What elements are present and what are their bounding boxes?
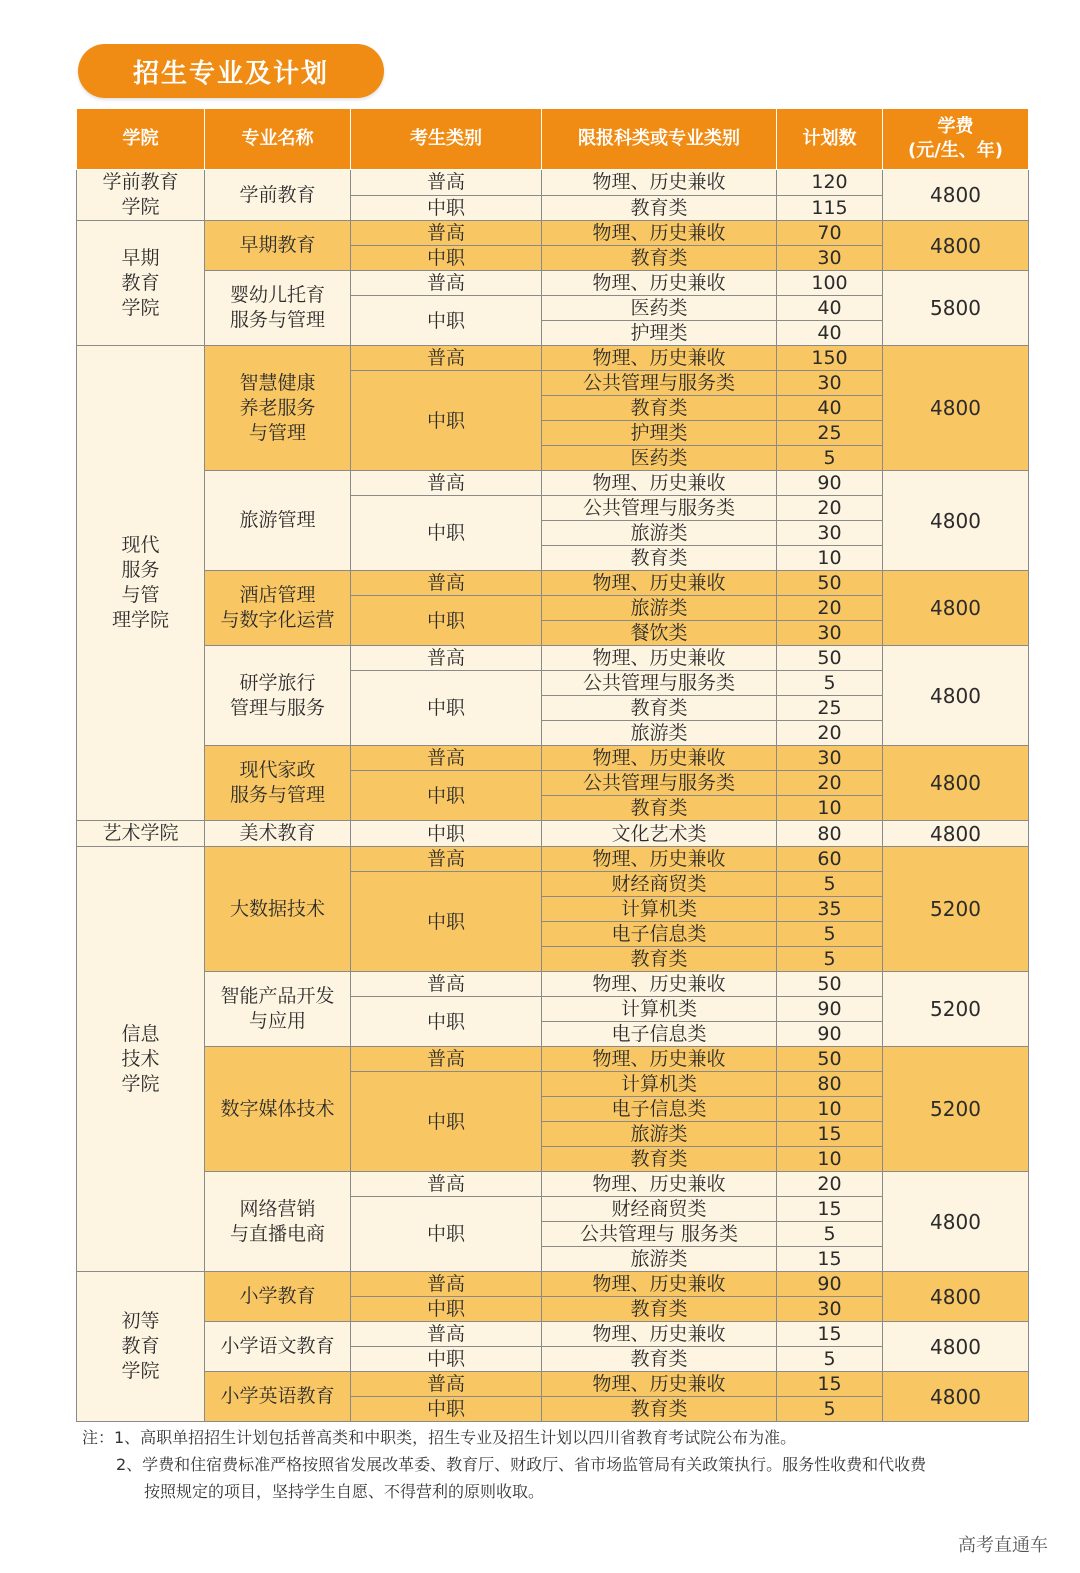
subject-category-cell: 教育类 <box>542 546 777 571</box>
subject-category-cell: 旅游类 <box>542 1247 777 1272</box>
student-type-cell: 普高 <box>351 271 542 296</box>
plan-count-cell: 5 <box>777 1397 883 1422</box>
subject-category-cell: 物理、历史兼收 <box>542 847 777 872</box>
section-title: 招生专业及计划 <box>78 44 384 98</box>
subject-category-cell: 教育类 <box>542 1147 777 1172</box>
major-cell: 小学英语教育 <box>205 1372 351 1422</box>
student-type-cell: 普高 <box>351 1372 542 1397</box>
subject-category-cell: 医药类 <box>542 296 777 321</box>
student-type-cell: 普高 <box>351 646 542 671</box>
subject-category-cell: 教育类 <box>542 396 777 421</box>
college-cell: 现代 服务 与管 理学院 <box>77 346 205 821</box>
subject-category-cell: 医药类 <box>542 446 777 471</box>
student-type-cell: 普高 <box>351 1172 542 1197</box>
header-tuition <box>883 109 1029 170</box>
tuition-cell: 5200 <box>883 972 1029 1047</box>
plan-count-cell: 40 <box>777 296 883 321</box>
subject-category-cell: 物理、历史兼收 <box>542 1322 777 1347</box>
subject-category-cell: 物理、历史兼收 <box>542 646 777 671</box>
header-student-type: 考生类别 <box>351 109 542 170</box>
table-row <box>77 271 1029 296</box>
plan-count-cell: 5 <box>777 446 883 471</box>
table-row <box>77 972 1029 997</box>
major-cell: 智能产品开发 与应用 <box>205 972 351 1047</box>
major-cell: 早期教育 <box>205 221 351 271</box>
table-row <box>77 1322 1029 1347</box>
plan-count-cell: 20 <box>777 721 883 746</box>
plan-count-cell: 30 <box>777 621 883 646</box>
plan-count-cell: 120 <box>777 170 883 196</box>
student-type-cell: 普高 <box>351 847 542 872</box>
student-type-cell: 中职 <box>351 771 542 821</box>
tuition-cell: 4800 <box>883 821 1029 847</box>
student-type-cell: 中职 <box>351 821 542 847</box>
tuition-cell: 4800 <box>883 571 1029 646</box>
plan-count-cell: 80 <box>777 1072 883 1097</box>
plan-count-cell: 30 <box>777 521 883 546</box>
plan-count-cell: 10 <box>777 546 883 571</box>
subject-category-cell: 旅游类 <box>542 596 777 621</box>
student-type-cell: 中职 <box>351 1072 542 1172</box>
table-row <box>77 746 1029 771</box>
student-type-cell: 中职 <box>351 371 542 471</box>
plan-count-cell: 20 <box>777 496 883 521</box>
table-row <box>77 1047 1029 1072</box>
subject-category-cell: 财经商贸类 <box>542 872 777 897</box>
subject-category-cell: 教育类 <box>542 796 777 821</box>
subject-category-cell: 教育类 <box>542 246 777 271</box>
subject-category-cell: 物理、历史兼收 <box>542 170 777 196</box>
plan-count-cell: 115 <box>777 195 883 221</box>
table-row <box>77 346 1029 371</box>
plan-count-cell: 25 <box>777 696 883 721</box>
plan-count-cell: 20 <box>777 596 883 621</box>
student-type-cell: 中职 <box>351 872 542 972</box>
table-row <box>77 1272 1029 1297</box>
subject-category-cell: 教育类 <box>542 1347 777 1372</box>
plan-count-cell: 90 <box>777 1022 883 1047</box>
table-row <box>77 170 1029 196</box>
college-cell: 艺术学院 <box>77 821 205 847</box>
student-type-cell: 中职 <box>351 1347 542 1372</box>
tuition-cell: 4800 <box>883 1172 1029 1272</box>
student-type-cell: 中职 <box>351 195 542 221</box>
major-cell: 现代家政 服务与管理 <box>205 746 351 821</box>
subject-category-cell: 物理、历史兼收 <box>542 1272 777 1297</box>
subject-category-cell: 教育类 <box>542 195 777 221</box>
plan-count-cell: 20 <box>777 1172 883 1197</box>
table-row <box>77 1172 1029 1197</box>
header-major: 专业名称 <box>205 109 351 170</box>
major-cell: 小学语文教育 <box>205 1322 351 1372</box>
subject-category-cell: 物理、历史兼收 <box>542 471 777 496</box>
note-2: 2、学费和住宿费标准严格按照省发展改革委、教育厅、财政厅、省市场监管局有关政策执行。服务性收费和代收费 <box>116 1455 927 1474</box>
plan-count-cell: 5 <box>777 671 883 696</box>
plan-count-cell: 40 <box>777 321 883 346</box>
plan-count-cell: 60 <box>777 847 883 872</box>
subject-category-cell: 计算机类 <box>542 1072 777 1097</box>
tuition-cell: 5800 <box>883 271 1029 346</box>
tuition-cell: 4800 <box>883 746 1029 821</box>
table-row <box>77 1372 1029 1397</box>
subject-category-cell: 教育类 <box>542 947 777 972</box>
header-tuition-unit: (元/生、年) <box>907 140 1004 161</box>
subject-category-cell: 物理、历史兼收 <box>542 346 777 371</box>
college-cell: 学前教育 学院 <box>77 170 205 221</box>
subject-category-cell: 教育类 <box>542 1297 777 1322</box>
plan-count-cell: 15 <box>777 1322 883 1347</box>
tuition-cell: 5200 <box>883 1047 1029 1172</box>
student-type-cell: 中职 <box>351 1197 542 1272</box>
plan-count-cell: 35 <box>777 897 883 922</box>
student-type-cell: 普高 <box>351 170 542 196</box>
subject-category-cell: 旅游类 <box>542 521 777 546</box>
student-type-cell: 普高 <box>351 471 542 496</box>
plan-count-cell: 5 <box>777 1222 883 1247</box>
note-1: 注：1、高职单招招生计划包括普高类和中职类，招生专业及招生计划以四川省教育考试院公布为准。 <box>82 1428 797 1447</box>
note-2-continued: 按照规定的项目，坚持学生自愿、不得营利的原则收取。 <box>144 1482 545 1501</box>
plan-count-cell: 100 <box>777 271 883 296</box>
subject-category-cell: 餐饮类 <box>542 621 777 646</box>
student-type-cell: 中职 <box>351 1297 542 1322</box>
major-cell: 酒店管理 与数字化运营 <box>205 571 351 646</box>
header-plan-count: 计划数 <box>777 109 883 170</box>
student-type-cell: 普高 <box>351 1322 542 1347</box>
tuition-cell: 4800 <box>883 471 1029 571</box>
subject-category-cell: 旅游类 <box>542 1122 777 1147</box>
plan-count-cell: 50 <box>777 571 883 596</box>
major-cell: 小学教育 <box>205 1272 351 1322</box>
plan-count-cell: 50 <box>777 1047 883 1072</box>
student-type-cell: 中职 <box>351 671 542 746</box>
plan-count-cell: 10 <box>777 796 883 821</box>
table-row <box>77 646 1029 671</box>
subject-category-cell: 旅游类 <box>542 721 777 746</box>
subject-category-cell: 护理类 <box>542 421 777 446</box>
student-type-cell: 中职 <box>351 596 542 646</box>
subject-category-cell: 电子信息类 <box>542 1097 777 1122</box>
major-cell: 数字媒体技术 <box>205 1047 351 1172</box>
subject-category-cell: 物理、历史兼收 <box>542 571 777 596</box>
table-row <box>77 571 1029 596</box>
table-header-row <box>77 109 1029 170</box>
watermark-text: 高考直通车 <box>958 1535 1048 1556</box>
student-type-cell: 普高 <box>351 1047 542 1072</box>
plan-count-cell: 10 <box>777 1147 883 1172</box>
table-row <box>77 471 1029 496</box>
tuition-cell: 4800 <box>883 170 1029 221</box>
major-cell: 婴幼儿托育 服务与管理 <box>205 271 351 346</box>
subject-category-cell: 电子信息类 <box>542 922 777 947</box>
plan-count-cell: 90 <box>777 471 883 496</box>
subject-category-cell: 物理、历史兼收 <box>542 271 777 296</box>
plan-count-cell: 80 <box>777 821 883 847</box>
subject-category-cell: 公共管理与服务类 <box>542 496 777 521</box>
student-type-cell: 普高 <box>351 746 542 771</box>
plan-count-cell: 20 <box>777 771 883 796</box>
tuition-cell: 5200 <box>883 847 1029 972</box>
subject-category-cell: 文化艺术类 <box>542 821 777 847</box>
plan-count-cell: 10 <box>777 1097 883 1122</box>
student-type-cell: 中职 <box>351 496 542 571</box>
table-row <box>77 847 1029 872</box>
subject-category-cell: 公共管理与 服务类 <box>542 1222 777 1247</box>
subject-category-cell: 物理、历史兼收 <box>542 1047 777 1072</box>
plan-count-cell: 25 <box>777 421 883 446</box>
tuition-cell: 4800 <box>883 1372 1029 1422</box>
header-subject-category: 限报科类或专业类别 <box>542 109 777 170</box>
major-cell: 研学旅行 管理与服务 <box>205 646 351 746</box>
subject-category-cell: 电子信息类 <box>542 1022 777 1047</box>
subject-category-cell: 公共管理与服务类 <box>542 671 777 696</box>
major-cell: 学前教育 <box>205 170 351 221</box>
footnotes <box>82 1424 1042 1505</box>
subject-category-cell: 护理类 <box>542 321 777 346</box>
plan-count-cell: 40 <box>777 396 883 421</box>
subject-category-cell: 财经商贸类 <box>542 1197 777 1222</box>
table-row <box>77 221 1029 246</box>
plan-count-cell: 150 <box>777 346 883 371</box>
student-type-cell: 普高 <box>351 972 542 997</box>
plan-count-cell: 15 <box>777 1372 883 1397</box>
student-type-cell: 普高 <box>351 1272 542 1297</box>
subject-category-cell: 物理、历史兼收 <box>542 746 777 771</box>
plan-count-cell: 30 <box>777 246 883 271</box>
student-type-cell: 中职 <box>351 997 542 1047</box>
plan-count-cell: 15 <box>777 1122 883 1147</box>
tuition-cell: 4800 <box>883 646 1029 746</box>
student-type-cell: 中职 <box>351 246 542 271</box>
plan-count-cell: 5 <box>777 1347 883 1372</box>
plan-count-cell: 5 <box>777 947 883 972</box>
plan-count-cell: 15 <box>777 1197 883 1222</box>
tuition-cell: 4800 <box>883 346 1029 471</box>
subject-category-cell: 教育类 <box>542 1397 777 1422</box>
subject-category-cell: 计算机类 <box>542 997 777 1022</box>
tuition-cell: 4800 <box>883 1322 1029 1372</box>
tuition-cell: 4800 <box>883 1272 1029 1322</box>
student-type-cell: 普高 <box>351 571 542 596</box>
tuition-cell: 4800 <box>883 221 1029 271</box>
major-cell: 旅游管理 <box>205 471 351 571</box>
header-college: 学院 <box>77 109 205 170</box>
header-tuition-label: 学费 <box>937 116 974 137</box>
plan-count-cell: 15 <box>777 1247 883 1272</box>
subject-category-cell: 物理、历史兼收 <box>542 221 777 246</box>
admission-plan-table <box>76 108 1029 1422</box>
plan-count-cell: 5 <box>777 922 883 947</box>
plan-count-cell: 50 <box>777 972 883 997</box>
plan-count-cell: 5 <box>777 872 883 897</box>
subject-category-cell: 物理、历史兼收 <box>542 972 777 997</box>
major-cell: 大数据技术 <box>205 847 351 972</box>
plan-count-cell: 30 <box>777 371 883 396</box>
major-cell: 网络营销 与直播电商 <box>205 1172 351 1272</box>
subject-category-cell: 公共管理与服务类 <box>542 371 777 396</box>
subject-category-cell: 计算机类 <box>542 897 777 922</box>
student-type-cell: 中职 <box>351 296 542 346</box>
college-cell: 初等 教育 学院 <box>77 1272 205 1422</box>
college-cell: 早期 教育 学院 <box>77 221 205 346</box>
student-type-cell: 中职 <box>351 1397 542 1422</box>
plan-count-cell: 90 <box>777 997 883 1022</box>
subject-category-cell: 公共管理与服务类 <box>542 771 777 796</box>
plan-count-cell: 30 <box>777 1297 883 1322</box>
plan-count-cell: 50 <box>777 646 883 671</box>
college-cell: 信息 技术 学院 <box>77 847 205 1272</box>
table-row <box>77 821 1029 847</box>
subject-category-cell: 教育类 <box>542 696 777 721</box>
major-cell: 美术教育 <box>205 821 351 847</box>
student-type-cell: 普高 <box>351 346 542 371</box>
plan-count-cell: 70 <box>777 221 883 246</box>
subject-category-cell: 物理、历史兼收 <box>542 1372 777 1397</box>
subject-category-cell: 物理、历史兼收 <box>542 1172 777 1197</box>
plan-count-cell: 90 <box>777 1272 883 1297</box>
student-type-cell: 普高 <box>351 221 542 246</box>
major-cell: 智慧健康 养老服务 与管理 <box>205 346 351 471</box>
plan-count-cell: 30 <box>777 746 883 771</box>
